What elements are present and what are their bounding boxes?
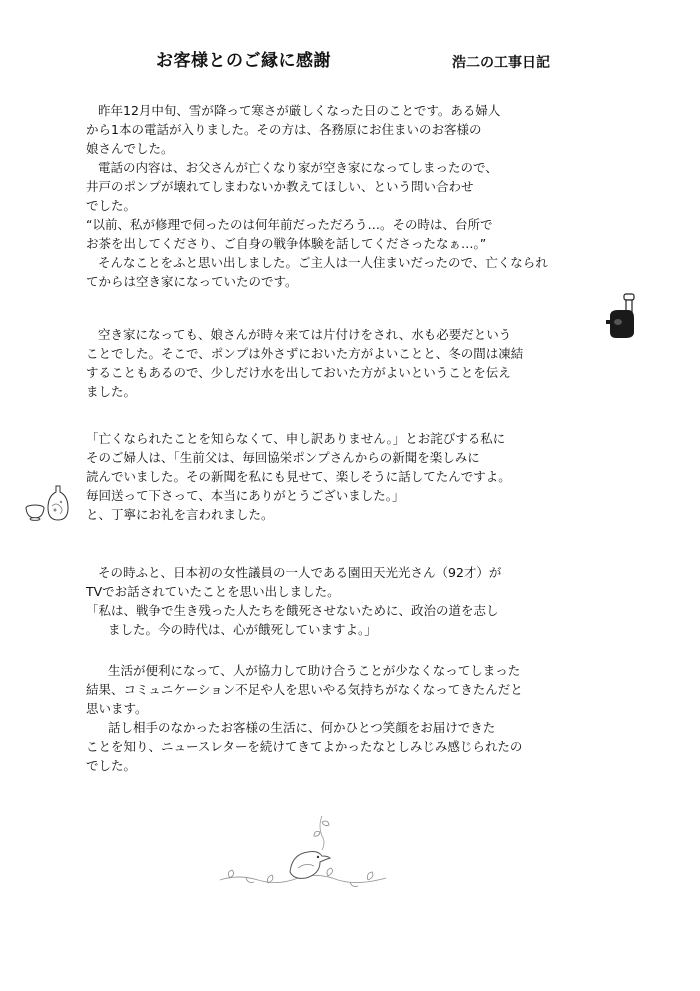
text-line: 思います。 <box>86 701 148 716</box>
bird-vine-icon <box>218 812 388 894</box>
text-line: その時ふと、日本初の女性議員の一人である園田天光光さん（92才）が <box>98 565 502 580</box>
text-line: そんなことをふと思い出しました。ご主人は一人住まいだったので、亡くなられ <box>98 255 548 270</box>
paragraph-reflection <box>86 661 626 775</box>
page-title: お客様とのご縁に感謝 <box>156 51 331 71</box>
text-line: から1本の電話が入りました。その方は、各務原にお住まいのお客様の <box>86 122 482 137</box>
text-line: そのご婦人は、「生前父は、毎回協栄ポンプさんからの新聞を楽しみに <box>86 450 480 465</box>
series-title: 浩二の工事日記 <box>452 55 550 71</box>
paragraph-quote <box>86 563 626 639</box>
teapot-icon <box>20 482 78 522</box>
text-line: 娘さんでした。 <box>86 141 174 156</box>
text-line: お茶を出してくださり、ご自身の戦争体験を話してくださったなぁ…。” <box>86 236 487 251</box>
text-line: することもあるので、少しだけ水を出しておいた方がよいということを伝え <box>86 365 511 380</box>
text-line: 電話の内容は、お父さんが亡くなり家が空き家になってしまったので、 <box>98 160 498 175</box>
paragraph-gratitude <box>86 429 626 524</box>
text-line: 読んでいました。その新聞を私にも見せて、楽しそうに話してたんですよ。 <box>86 469 511 484</box>
text-line: ことを知り、ニュースレターを続けてきてよかったなとしみじみ感じられたの <box>86 739 523 754</box>
text-line: ました。今の時代は、心が餓死していますよ。」 <box>108 622 377 637</box>
text-line: “以前、私が修理で伺ったのは何年前だっただろう…。その時は、台所で <box>86 217 493 232</box>
text-line: ました。 <box>86 384 137 399</box>
text-line: てからは空き家になっていたのです。 <box>86 274 298 289</box>
text-line: 井戸のポンプが壊れてしまわないか教えてほしい、という問い合わせ <box>86 179 474 194</box>
text-line: 話し相手のなかったお客様の生活に、何かひとつ笑顔をお届けできた <box>108 720 496 735</box>
text-line: 空き家になっても、娘さんが時々来ては片付けをされ、水も必要だという <box>98 327 512 342</box>
text-line: 「亡くなられたことを知らなくて、申し訳ありません。」とお詫びする私に <box>86 431 506 446</box>
text-line: と、丁寧にお礼を言われました。 <box>86 507 274 522</box>
text-line: ことでした。そこで、ポンプは外さずにおいた方がよいことと、冬の間は凍結 <box>86 346 524 361</box>
paragraph-advice <box>86 325 626 401</box>
text-line: TVでお話されていたことを思い出しました。 <box>86 584 340 599</box>
text-line: 毎回送って下さって、本当にありがとうございました。」 <box>86 488 405 503</box>
text-line: でした。 <box>86 758 137 773</box>
text-line: 生活が便利になって、人が協力して助け合うことが少なくなってしまった <box>108 663 521 678</box>
paragraph-memory <box>86 215 626 291</box>
text-line: でした。 <box>86 198 137 213</box>
text-line: 昨年12月中旬、雪が降って寒さが厳しくなった日のことです。ある婦人 <box>98 103 501 118</box>
paragraph-phone-call <box>86 101 626 215</box>
text-line: 結果、コミュニケーション不足や人を思いやる気持ちがなくなってきたんだと <box>86 682 523 697</box>
text-line: 「私は、戦争で生き残った人たちを餓死させないために、政治の道を志し <box>86 603 499 618</box>
